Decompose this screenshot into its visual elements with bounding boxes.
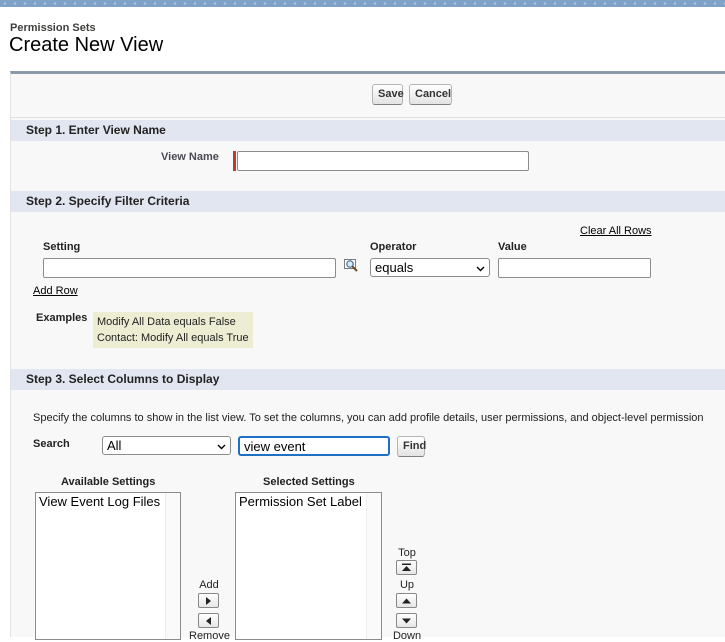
search-scope-value: All: [107, 438, 122, 453]
add-label: Add: [199, 579, 219, 591]
required-marker: [233, 151, 236, 171]
breadcrumb[interactable]: Permission Sets: [10, 22, 96, 34]
value-label: Value: [498, 241, 527, 253]
value-input[interactable]: [498, 258, 651, 278]
arrow-up-icon: [401, 596, 412, 606]
save-button[interactable]: Save: [372, 84, 403, 105]
search-label: Search: [33, 438, 70, 450]
selected-settings-list[interactable]: [235, 492, 382, 640]
step3-description: Specify the columns to show in the list view. To set the columns, you can add profile details, user permissions, and object-level permission: [33, 412, 704, 424]
move-top-button[interactable]: [396, 560, 417, 575]
chevron-down-icon: [476, 264, 485, 273]
arrow-down-icon: [401, 616, 412, 626]
remove-label: Remove: [189, 630, 230, 642]
add-row-link[interactable]: Add Row: [33, 285, 78, 297]
operator-select[interactable]: [370, 258, 490, 277]
page-title: Create New View: [9, 34, 164, 56]
arrow-left-icon: [203, 616, 214, 626]
remove-button[interactable]: [198, 613, 219, 628]
arrow-top-icon: [401, 563, 412, 573]
clear-all-rows-link[interactable]: Clear All Rows: [580, 225, 652, 237]
setting-input[interactable]: [43, 258, 336, 278]
operator-select-value: equals: [375, 260, 414, 275]
button-row: [11, 74, 725, 118]
step2-header: Step 2. Specify Filter Criteria: [11, 191, 725, 212]
examples-box: [93, 312, 253, 348]
available-settings-header: Available Settings: [61, 476, 156, 488]
cancel-button[interactable]: Cancel: [409, 84, 452, 105]
find-button[interactable]: Find: [397, 436, 425, 457]
list-item[interactable]: Permission Set Label: [239, 494, 362, 509]
view-name-label: View Name: [161, 151, 219, 163]
add-button[interactable]: [198, 593, 219, 608]
available-settings-list[interactable]: [35, 492, 181, 640]
top-header-band: [0, 0, 725, 7]
step1-header: Step 1. Enter View Name: [11, 120, 725, 141]
example-item: Contact: Modify All equals True: [97, 332, 249, 344]
search-scope-select[interactable]: [102, 436, 231, 455]
chevron-down-icon: [217, 442, 226, 451]
up-label: Up: [399, 579, 415, 591]
create-view-panel: [10, 71, 725, 642]
search-input[interactable]: view event: [238, 436, 390, 456]
lookup-icon[interactable]: [344, 259, 361, 274]
move-up-button[interactable]: [396, 593, 417, 608]
down-label: Down: [392, 630, 422, 642]
move-down-button[interactable]: [396, 613, 417, 628]
list-item[interactable]: View Event Log Files: [39, 494, 161, 509]
examples-label: Examples: [36, 312, 88, 324]
scrollbar[interactable]: [366, 493, 381, 639]
setting-label: Setting: [43, 241, 81, 253]
step3-header: Step 3. Select Columns to Display: [11, 369, 725, 390]
view-name-input[interactable]: [237, 151, 529, 171]
selected-settings-header: Selected Settings: [263, 476, 355, 488]
example-item: Modify All Data equals False: [97, 316, 236, 328]
top-label: Top: [398, 547, 416, 559]
scrollbar[interactable]: [165, 493, 180, 639]
operator-label: Operator: [370, 241, 417, 253]
arrow-right-icon: [203, 596, 214, 606]
